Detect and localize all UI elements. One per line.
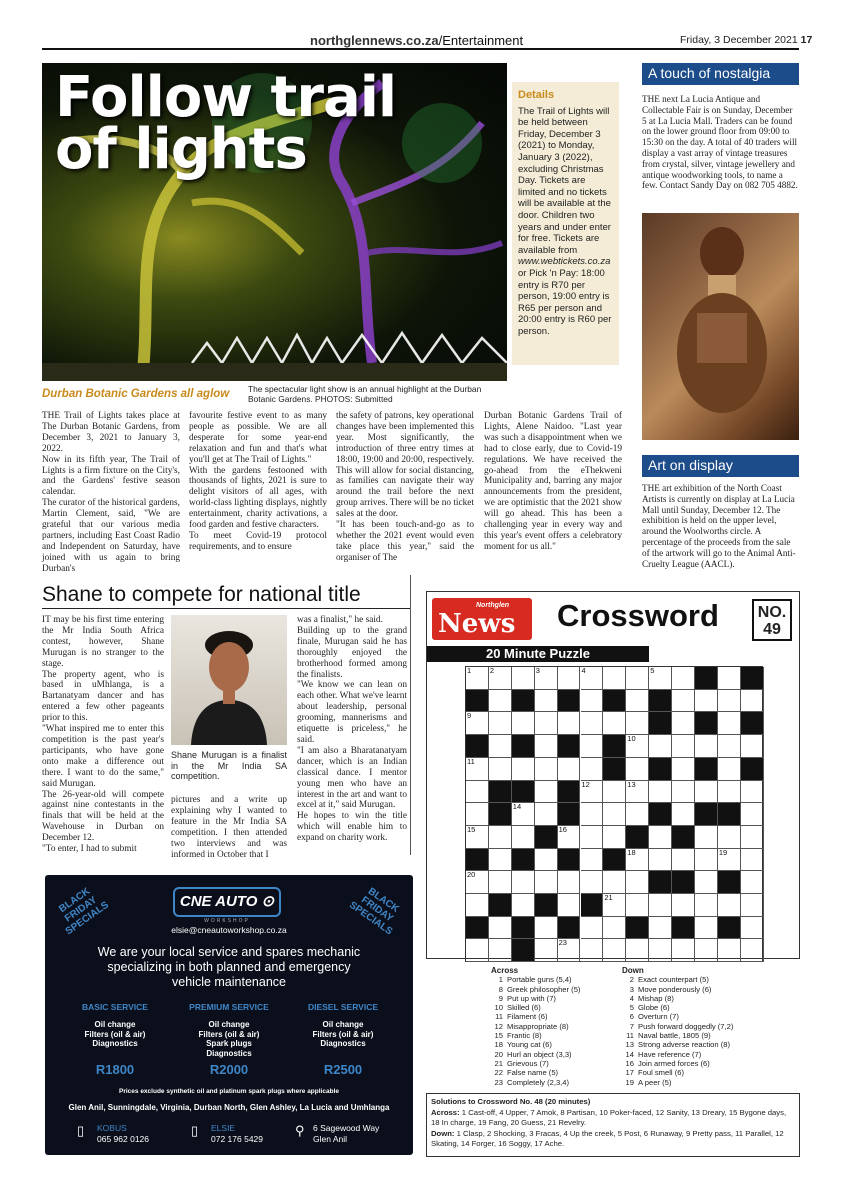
clue-number: 23 bbox=[558, 938, 567, 948]
grid-block bbox=[695, 758, 718, 781]
grid-cell[interactable] bbox=[466, 758, 489, 781]
grid-cell[interactable] bbox=[695, 871, 718, 894]
grid-block bbox=[695, 803, 718, 826]
grid-cell[interactable] bbox=[695, 849, 718, 872]
grid-block bbox=[603, 849, 626, 872]
phone-icon: ▯ bbox=[191, 1123, 199, 1138]
grid-cell[interactable] bbox=[466, 781, 489, 804]
ad-corner-left: BLACK FRIDAY SPECIALS bbox=[57, 885, 111, 938]
grid-cell[interactable] bbox=[718, 939, 741, 962]
down-heading: Down bbox=[622, 966, 644, 975]
clue-item: 8 Greek philosopher (5) bbox=[498, 984, 581, 994]
grid-block bbox=[512, 939, 535, 962]
grid-cell[interactable] bbox=[466, 939, 489, 962]
clue-number: 13 bbox=[627, 779, 636, 789]
grid-cell[interactable] bbox=[695, 894, 718, 917]
crossword-subtitle: 20 Minute Puzzle bbox=[427, 646, 649, 662]
grid-cell[interactable] bbox=[672, 781, 695, 804]
grid-cell[interactable] bbox=[626, 758, 649, 781]
grid-block bbox=[535, 826, 558, 849]
grid-cell[interactable] bbox=[718, 894, 741, 917]
grid-cell[interactable] bbox=[603, 917, 626, 940]
grid-block bbox=[741, 758, 764, 781]
grid-block bbox=[512, 849, 535, 872]
grid-cell[interactable] bbox=[581, 849, 604, 872]
grid-block bbox=[603, 758, 626, 781]
grid-block bbox=[558, 781, 581, 804]
statue-illustration bbox=[642, 213, 799, 440]
grid-block bbox=[649, 712, 672, 735]
grid-cell[interactable] bbox=[626, 667, 649, 690]
grid-block bbox=[626, 917, 649, 940]
grid-cell[interactable] bbox=[695, 939, 718, 962]
car-icon: ⊙ bbox=[261, 893, 275, 910]
grid-cell[interactable] bbox=[535, 803, 558, 826]
grid-cell[interactable] bbox=[512, 871, 535, 894]
shane-caption: Shane Murugan is a finalist in the Mr India SA competition. bbox=[171, 750, 287, 781]
article-col-4: Durban Botanic Gardens Trail of Lights, Alene Naidoo. "Last year was such a disappointment when we had to close early, due to Covid-19 regulations. We have received the go-ahead from the eThekweni Municipality and, barring any major announcements from the president, we are optimistic that the 2021 show will go ahead. This has been a challenging year in every way and this year's event offers a celebratory moment for us all." bbox=[484, 411, 622, 552]
grid-cell[interactable] bbox=[626, 849, 649, 872]
grid-cell[interactable] bbox=[581, 735, 604, 758]
price-note: Prices exclude synthetic oil and platinum spark plugs where applicable bbox=[119, 1088, 339, 1095]
clue-number: 3 bbox=[535, 666, 540, 675]
page-number: 17 bbox=[800, 34, 813, 46]
phone-icon: ▯ bbox=[77, 1123, 85, 1138]
clue-item: 17 Foul smell (6) bbox=[625, 1068, 684, 1078]
grid-cell[interactable] bbox=[535, 917, 558, 940]
grid-block bbox=[466, 735, 489, 758]
grid-cell[interactable] bbox=[695, 826, 718, 849]
grid-cell[interactable] bbox=[603, 781, 626, 804]
grid-block bbox=[649, 690, 672, 713]
grid-cell[interactable] bbox=[672, 735, 695, 758]
grid-block bbox=[672, 917, 695, 940]
grid-cell[interactable] bbox=[741, 894, 764, 917]
ad-email[interactable]: elsie@cneautoworkshop.co.za bbox=[171, 925, 287, 935]
clue-item: 10 Skilled (6) bbox=[494, 1003, 541, 1013]
grid-cell[interactable] bbox=[626, 690, 649, 713]
grid-block bbox=[558, 917, 581, 940]
grid-block bbox=[512, 735, 535, 758]
grid-block bbox=[489, 894, 512, 917]
clue-item: 22 False name (5) bbox=[494, 1068, 559, 1078]
grid-cell[interactable] bbox=[741, 803, 764, 826]
grid-block bbox=[649, 871, 672, 894]
grid-cell[interactable] bbox=[741, 735, 764, 758]
grid-cell[interactable] bbox=[649, 735, 672, 758]
grid-cell[interactable] bbox=[695, 781, 718, 804]
grid-cell[interactable] bbox=[581, 871, 604, 894]
headline: Follow trail of lights bbox=[55, 65, 397, 182]
grid-cell[interactable] bbox=[535, 758, 558, 781]
grid-cell[interactable] bbox=[649, 849, 672, 872]
grid-block bbox=[466, 849, 489, 872]
article-col-1: THE Trail of Lights takes place at The Durban Botanic Gardens, from December 3, 2021 to January 3, 2022. Now in its fifth year, The Trail of Lights is a firm fixture on the City's, and the Gardens' festive season calendar. The curator of the historical gardens, Martin Clement, said, "We are grateful that our various media partners, including East Coast Radio and Independent on Saturday, have joined with us again to bring Durban's bbox=[42, 411, 180, 574]
grid-cell[interactable] bbox=[489, 758, 512, 781]
grid-block bbox=[649, 758, 672, 781]
grid-cell[interactable] bbox=[718, 690, 741, 713]
grid-cell[interactable] bbox=[512, 667, 535, 690]
grid-block bbox=[718, 917, 741, 940]
grid-block bbox=[718, 871, 741, 894]
grid-cell[interactable] bbox=[718, 781, 741, 804]
clue-item: 3 Move ponderously (6) bbox=[629, 984, 712, 994]
grid-cell[interactable] bbox=[466, 826, 489, 849]
grid-cell[interactable] bbox=[695, 735, 718, 758]
grid-cell[interactable] bbox=[489, 917, 512, 940]
grid-cell[interactable] bbox=[741, 871, 764, 894]
service-areas: Glen Anil, Sunningdale, Virginia, Durban North, Glen Ashley, La Lucia and Umhlanga bbox=[68, 1103, 390, 1112]
grid-cell[interactable] bbox=[535, 712, 558, 735]
grid-cell[interactable] bbox=[535, 690, 558, 713]
clue-item: 9 Put up with (7) bbox=[498, 993, 556, 1003]
date-text: Friday, 3 December 2021 bbox=[680, 34, 798, 46]
grid-cell[interactable] bbox=[489, 712, 512, 735]
shane-col-2: pictures and a write up explaining why I wanted to feature in the Mr India SA competition. I then attended two interviews and was informed in October that I bbox=[171, 795, 287, 860]
clue-number: 10 bbox=[627, 734, 636, 744]
nostalgia-body: THE next La Lucia Antique and Collectable Fair is on Sunday, December 5 at La Lucia Mall. Traders can be found on the lower ground floor from 09:00 to 15:30 on the day. A total of 40 traders will display a vast array of vintage treasures from crystal, silver, vintage jewellery and antique woodworking tools, to name a few. Contact Sandy Day on 082 705 4882. bbox=[642, 94, 798, 191]
grid-cell[interactable] bbox=[603, 894, 626, 917]
grid-cell[interactable] bbox=[489, 667, 512, 690]
grid-block bbox=[558, 690, 581, 713]
clue-item: 18 Young cat (6) bbox=[494, 1040, 552, 1050]
shane-col-1: IT may be his first time entering the Mr India South Africa contest, however, Shane Murugan is no stranger to the stage. The property agent, who is based in uMhlanga, is a Bartanatyam dancer and has entered a few other pageants prior to this. "What inspired me to enter this competition is the past year's participants, who have gone onto make a difference out there. I want to do the same," said Murugan. The 26-year-old will compete against nine contestants in the finals that will be held at the Wavehouse in Durban on December 12. "To enter, I had to submit bbox=[42, 615, 164, 855]
logo-sub: WORKSHOP bbox=[204, 918, 250, 924]
crossword-title: Crossword bbox=[557, 598, 719, 633]
grid-cell[interactable] bbox=[718, 826, 741, 849]
grid-block bbox=[512, 781, 535, 804]
grid-block bbox=[695, 667, 718, 690]
grid-block bbox=[649, 803, 672, 826]
clue-number: 4 bbox=[581, 666, 586, 675]
price-premium: R2000 bbox=[209, 1062, 249, 1077]
clue-item: 6 Overturn (7) bbox=[629, 1012, 679, 1022]
grid-cell[interactable] bbox=[649, 939, 672, 962]
grid-cell[interactable] bbox=[718, 758, 741, 781]
details-heading: Details bbox=[518, 89, 555, 101]
nostalgia-heading: A touch of nostalgia bbox=[642, 63, 799, 85]
grid-cell[interactable] bbox=[741, 917, 764, 940]
price-diesel: R2500 bbox=[323, 1062, 363, 1077]
grid-cell[interactable] bbox=[512, 894, 535, 917]
photo-caption-title: Durban Botanic Gardens all aglow bbox=[42, 388, 230, 400]
grid-cell[interactable] bbox=[489, 849, 512, 872]
cne-logo: CNE AUTO ⊙ bbox=[173, 887, 281, 917]
grid-cell[interactable] bbox=[581, 917, 604, 940]
grid-cell[interactable] bbox=[558, 939, 581, 962]
location-pin-icon: ⚲ bbox=[295, 1123, 305, 1138]
grid-cell[interactable] bbox=[535, 849, 558, 872]
clue-number: 2 bbox=[489, 666, 495, 675]
crossword-solutions bbox=[426, 1093, 800, 1157]
contact-kobus[interactable]: ▯ KOBUS 065 962 0126 bbox=[77, 1123, 149, 1144]
grid-block bbox=[718, 803, 741, 826]
solutions-across: Across: 1 Cast-off, 4 Upper, 7 Amok, 8 Partisan, 10 Poker-faced, 12 Sanity, 13 Dreary, 15 Bygone days, 18 In charge, 19 Fang, 20 Guess, 21 Revelry. bbox=[431, 1107, 787, 1127]
grid-cell[interactable] bbox=[603, 803, 626, 826]
grid-cell[interactable] bbox=[741, 781, 764, 804]
details-box bbox=[512, 82, 619, 365]
grid-cell[interactable] bbox=[718, 735, 741, 758]
clue-number: 14 bbox=[512, 802, 522, 812]
grid-cell[interactable] bbox=[718, 849, 741, 872]
grid-cell[interactable] bbox=[718, 712, 741, 735]
clue-number: 18 bbox=[627, 847, 636, 857]
clue-item: 7 Push forward doggedly (7,2) bbox=[629, 1021, 734, 1031]
clue-item: 19 A peer (5) bbox=[625, 1077, 672, 1087]
art-body: THE art exhibition of the North Coast Artists is currently on display at La Lucia Mall until Sunday, December 12. The exhibition is held on the upper level, around the Woolworths circle. A percentage of the proceeds from the sale of the artwork will go to the Animal Anti-Cruelty League (AACL). bbox=[642, 483, 796, 569]
grid-block bbox=[695, 712, 718, 735]
grid-cell[interactable] bbox=[741, 849, 764, 872]
grid-cell[interactable] bbox=[695, 917, 718, 940]
clue-item: 1 Portable guns (5,4) bbox=[498, 975, 572, 985]
grid-cell[interactable] bbox=[512, 712, 535, 735]
grid-cell[interactable] bbox=[512, 826, 535, 849]
grid-cell[interactable] bbox=[489, 690, 512, 713]
clue-item: 11 Naval battle, 1805 (9) bbox=[626, 1031, 711, 1041]
crossword-grid[interactable] bbox=[465, 666, 763, 962]
grid-cell[interactable] bbox=[626, 939, 649, 962]
grid-cell[interactable] bbox=[741, 826, 764, 849]
grid-block bbox=[581, 894, 604, 917]
clue-item: 16 Join armed forces (6) bbox=[625, 1058, 710, 1068]
clue-item: 11 Filament (6) bbox=[495, 1012, 548, 1022]
down-clues bbox=[622, 966, 792, 1087]
grid-cell[interactable] bbox=[672, 712, 695, 735]
ad-corner-right: BLACK FRIDAY SPECIALS bbox=[347, 885, 401, 938]
grid-cell[interactable] bbox=[466, 871, 489, 894]
grid-cell[interactable] bbox=[466, 803, 489, 826]
grid-cell[interactable] bbox=[535, 781, 558, 804]
photo-caption: The spectacular light show is an annual highlight at the Durban Botanic Gardens. PHOTOS: Submitted bbox=[248, 384, 482, 404]
grid-cell[interactable] bbox=[581, 803, 604, 826]
article-col-2: favourite festive event to as many people as possible. We are all desperate for some year-end relaxation and fun and that's what you'll get at The Trail of Lights." With the gardens festooned with thousands of lights, 2021 is sure to delight visitors of all ages, with world-class lighting displays, nightly entertainment, charity activations, a food garden and festive characters. To meet Covid-19 protocol requirements, and to ensure bbox=[189, 411, 327, 552]
grid-cell[interactable] bbox=[581, 758, 604, 781]
grid-cell[interactable] bbox=[741, 939, 764, 962]
grid-cell[interactable] bbox=[535, 735, 558, 758]
grid-cell[interactable] bbox=[535, 667, 558, 690]
grid-cell[interactable] bbox=[558, 667, 581, 690]
grid-cell[interactable] bbox=[512, 758, 535, 781]
grid-cell[interactable] bbox=[489, 735, 512, 758]
grid-cell[interactable] bbox=[626, 803, 649, 826]
grid-cell[interactable] bbox=[558, 894, 581, 917]
grid-cell[interactable] bbox=[626, 781, 649, 804]
grid-block bbox=[558, 803, 581, 826]
grid-block bbox=[489, 803, 512, 826]
grid-cell[interactable] bbox=[603, 939, 626, 962]
clue-number: 19 bbox=[718, 847, 728, 857]
grid-block bbox=[558, 735, 581, 758]
address: ⚲ 6 Sagewood Way Glen Anil bbox=[295, 1123, 380, 1144]
grid-cell[interactable] bbox=[649, 917, 672, 940]
grid-cell[interactable] bbox=[603, 826, 626, 849]
shane-rule bbox=[42, 608, 410, 609]
crossword-number: NO. 49 bbox=[752, 599, 792, 641]
clue-item: 12 Misappropriate (8) bbox=[494, 1021, 569, 1031]
grid-cell[interactable] bbox=[535, 871, 558, 894]
grid-block bbox=[535, 894, 558, 917]
grid-block bbox=[558, 849, 581, 872]
ad-headline: We are your local service and spares mechanic specializing in both planned and emergency vehicle maintenance bbox=[97, 945, 361, 989]
grid-cell[interactable] bbox=[489, 939, 512, 962]
grid-cell[interactable] bbox=[558, 758, 581, 781]
clue-number: 16 bbox=[558, 824, 567, 834]
art-heading: Art on display bbox=[642, 455, 799, 477]
clue-item: 2 Exact counterpart (5) bbox=[629, 975, 709, 985]
clue-item: 15 Frantic (8) bbox=[494, 1031, 542, 1041]
across-clues bbox=[491, 966, 621, 1087]
grid-block bbox=[466, 917, 489, 940]
grid-cell[interactable] bbox=[581, 712, 604, 735]
clue-item: 20 Hurl an object (3,3) bbox=[494, 1049, 572, 1059]
grid-cell[interactable] bbox=[649, 781, 672, 804]
service-diesel: DIESEL SERVICE Oil change Filters (oil & air) Diagnostics bbox=[307, 1002, 379, 1048]
clue-number: 12 bbox=[581, 779, 590, 789]
grid-cell[interactable] bbox=[672, 803, 695, 826]
grid-cell[interactable] bbox=[672, 939, 695, 962]
grid-cell[interactable] bbox=[603, 871, 626, 894]
grid-block bbox=[672, 826, 695, 849]
clue-item: 13 Strong adverse reaction (8) bbox=[625, 1040, 731, 1050]
grid-cell[interactable] bbox=[672, 690, 695, 713]
shane-col-3: was a finalist," he said. Building up to the grand finale, Murugan said he has thoroughly enjoyed the brotherhood formed among the finalists. "We know we can lean on each other. What we've learnt about leadership, personal grooming, mannerisms and etiquette is priceless," he said. "I am also a Bharatanatyam dancer, which is an Indian classical dance. I mentor young men who have an interest in the art and want to excel at it," said Murugan. He hopes to win the title which will enable him to expand on charity work. bbox=[297, 615, 407, 844]
column-divider bbox=[410, 575, 411, 855]
shane-headline: Shane to compete for national title bbox=[42, 583, 361, 606]
grid-block bbox=[672, 871, 695, 894]
article-col-3: the safety of patrons, key operational changes have been implemented this year. Most significantly, the introduction of three entry times at 18:00, 19:00 and 20:00, respectively. This will allow for social distancing, as families can navigate their way around the trail before the next group arrives. There will be no ticket sales at the door. "It has been touch-and-go as to whether the 2021 event would even take place this year," said the organiser of The bbox=[336, 411, 474, 563]
grid-block bbox=[741, 712, 764, 735]
contact-elsie[interactable]: ▯ ELSIE 072 176 5429 bbox=[191, 1123, 263, 1144]
clue-number: 11 bbox=[467, 756, 475, 766]
grid-cell[interactable] bbox=[466, 894, 489, 917]
grid-cell[interactable] bbox=[741, 690, 764, 713]
grid-cell[interactable] bbox=[581, 781, 604, 804]
clue-item: 5 Globe (6) bbox=[629, 1003, 670, 1013]
ticket-link[interactable]: www.webtickets.co.za bbox=[518, 256, 611, 268]
grid-cell[interactable] bbox=[466, 712, 489, 735]
clue-number: 21 bbox=[604, 893, 613, 902]
grid-cell[interactable] bbox=[558, 871, 581, 894]
clue-number: 15 bbox=[467, 824, 476, 834]
header-rule bbox=[42, 48, 799, 50]
grid-cell[interactable] bbox=[489, 871, 512, 894]
clue-item: 23 Completely (2,3,4) bbox=[494, 1077, 570, 1087]
grid-block bbox=[512, 690, 535, 713]
clue-item: 4 Mishap (8) bbox=[629, 993, 674, 1003]
grid-cell[interactable] bbox=[626, 712, 649, 735]
grid-cell[interactable] bbox=[603, 712, 626, 735]
service-basic: BASIC SERVICE Oil change Filters (oil & air) Diagnostics bbox=[82, 1002, 148, 1048]
northglen-news-logo: Northglen News bbox=[432, 598, 532, 640]
section-name: /Entertainment bbox=[438, 33, 524, 48]
grid-block bbox=[512, 917, 535, 940]
solutions-title: Solutions to Crossword No. 48 (20 minutes) bbox=[431, 1097, 591, 1106]
shane-photo bbox=[171, 615, 287, 745]
grid-block bbox=[489, 781, 512, 804]
grid-cell[interactable] bbox=[581, 667, 604, 690]
grid-block bbox=[741, 667, 764, 690]
solutions-down: Down: 1 Clasp, 2 Shocking, 3 Fracas, 4 Up the creek, 5 Post, 6 Runaway, 9 Pretty pass, 11 Parallel, 12 Skating, 14 Forger, 16 Soggy, 17 Ache. bbox=[431, 1128, 784, 1148]
grid-cell[interactable] bbox=[581, 690, 604, 713]
grid-cell[interactable] bbox=[512, 803, 535, 826]
grid-cell[interactable] bbox=[672, 849, 695, 872]
grid-cell[interactable] bbox=[718, 667, 741, 690]
grid-cell[interactable] bbox=[672, 894, 695, 917]
antique-statue-photo bbox=[642, 213, 799, 440]
details-tail: or Pick 'n Pay: 18:00 entry is R70 per person, 19:00 entry is R65 per person and 20:00 entry is R60 per person. bbox=[518, 267, 612, 337]
price-basic: R1800 bbox=[95, 1062, 135, 1077]
grid-cell[interactable] bbox=[558, 826, 581, 849]
clue-number: 9 bbox=[467, 711, 472, 721]
grid-cell[interactable] bbox=[672, 758, 695, 781]
grid-block bbox=[603, 735, 626, 758]
service-premium: PREMIUM SERVICE Oil change Filters (oil & air) Spark plugs Diagnostics bbox=[189, 1002, 269, 1058]
grid-cell[interactable] bbox=[558, 712, 581, 735]
grid-block bbox=[626, 826, 649, 849]
grid-cell[interactable] bbox=[672, 667, 695, 690]
grid-cell[interactable] bbox=[603, 667, 626, 690]
clue-number: 1 bbox=[467, 666, 472, 675]
clue-number: 5 bbox=[650, 666, 655, 675]
grid-cell[interactable] bbox=[626, 894, 649, 917]
grid-cell[interactable] bbox=[581, 826, 604, 849]
grid-cell[interactable] bbox=[466, 667, 489, 690]
cne-auto-ad bbox=[45, 875, 413, 1155]
grid-cell[interactable] bbox=[535, 939, 558, 962]
grid-cell[interactable] bbox=[649, 894, 672, 917]
clue-number: 20 bbox=[467, 870, 476, 880]
details-body: The Trail of Lights will be held between Friday, December 3 (2021) to Monday, January 3 (2022), excluding Christmas Day. Tickets are limited and no tickets will be available at the door. Children two years and under enter for free. Tickets are available from bbox=[518, 105, 611, 256]
grid-cell[interactable] bbox=[649, 826, 672, 849]
grid-cell[interactable] bbox=[489, 826, 512, 849]
across-heading: Across bbox=[491, 966, 519, 975]
grid-cell[interactable] bbox=[649, 667, 672, 690]
grid-block bbox=[466, 690, 489, 713]
portrait-illustration bbox=[171, 615, 287, 745]
clue-item: 21 Grievous (7) bbox=[494, 1058, 549, 1068]
issue-date bbox=[680, 34, 812, 46]
grid-cell[interactable] bbox=[626, 871, 649, 894]
grid-cell[interactable] bbox=[695, 690, 718, 713]
grid-cell[interactable] bbox=[581, 939, 604, 962]
grid-cell[interactable] bbox=[626, 735, 649, 758]
clue-item: 14 Have reference (7) bbox=[625, 1049, 702, 1059]
site-name: northglennews.co.za/Entertainment bbox=[310, 33, 524, 48]
grid-block bbox=[603, 690, 626, 713]
